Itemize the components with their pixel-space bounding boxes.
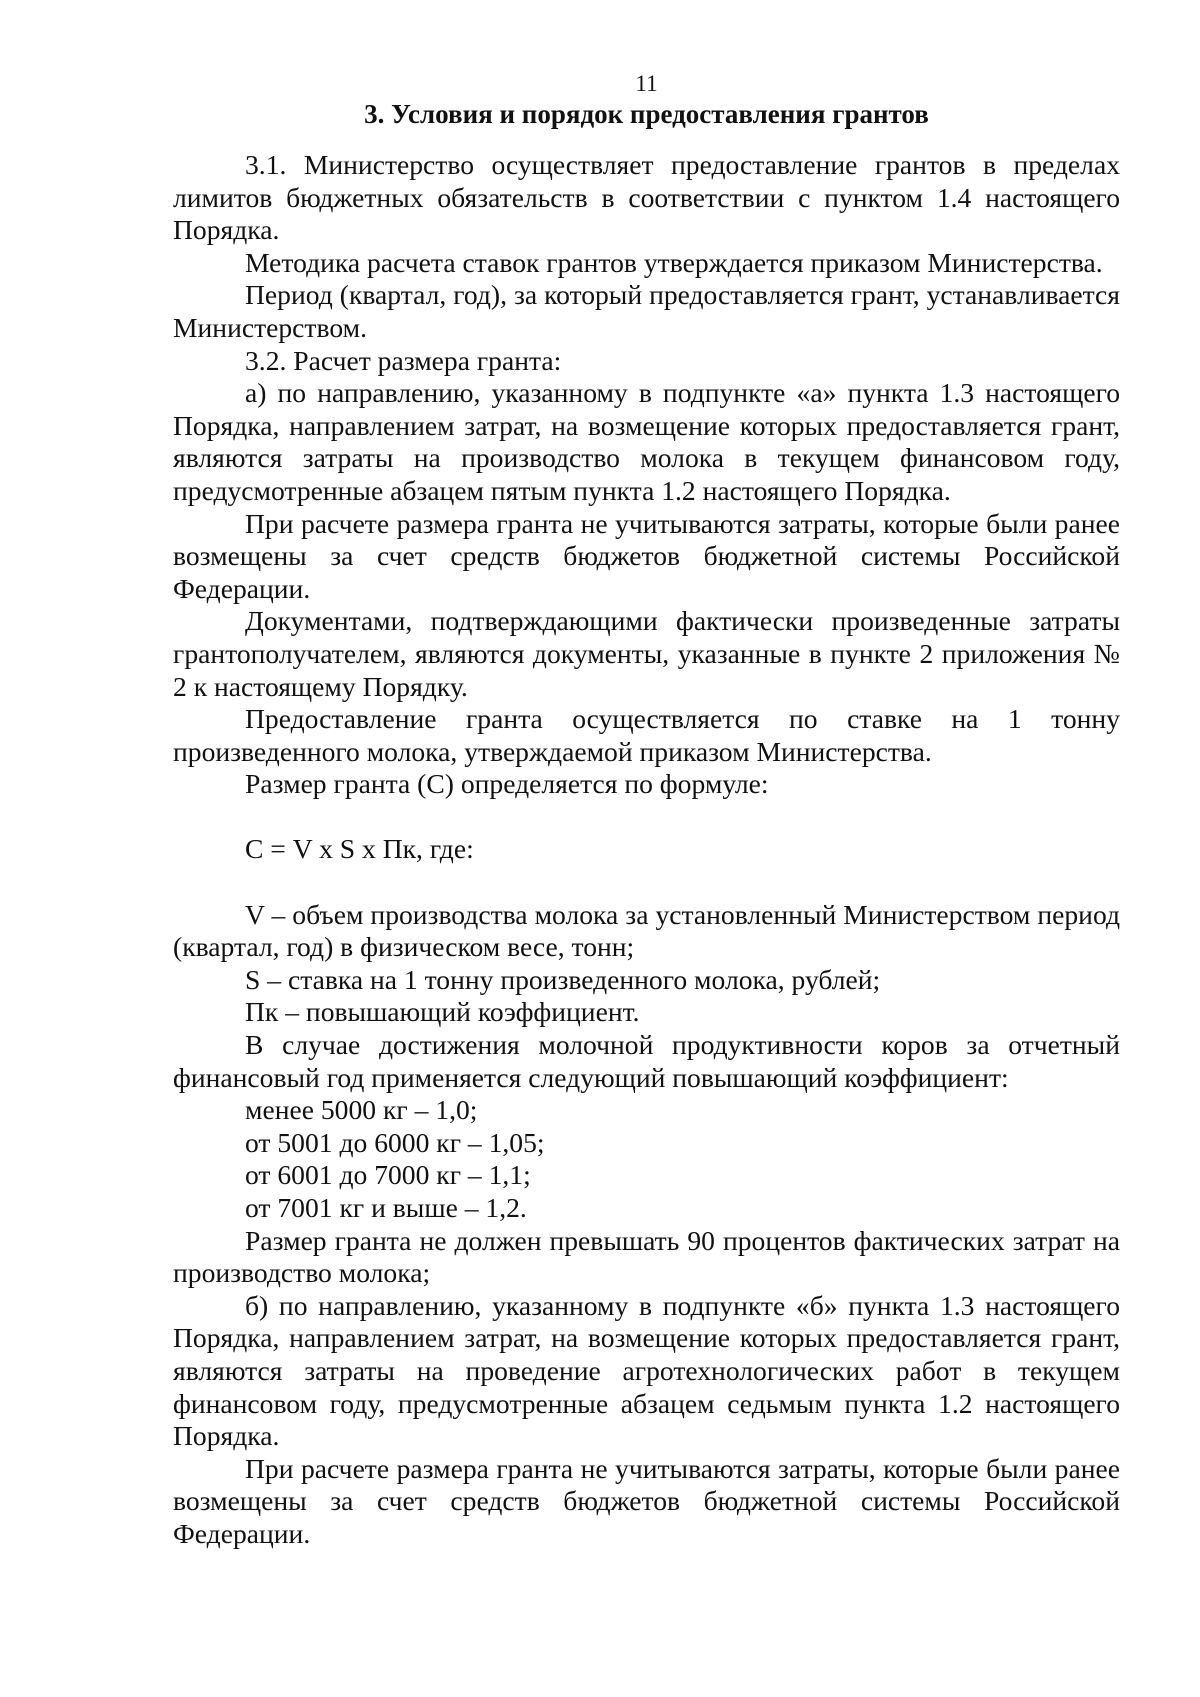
section-title: 3. Условия и порядок предоставления грантов xyxy=(364,99,929,129)
paragraph-documents: Документами, подтверждающими фактически произведенные затраты грантополучателем, являются документы, указанные в пункте 2 приложения № 2 к настоящему Порядку. xyxy=(173,605,1120,702)
paragraph-pk-definition: Пк – повышающий коэффициент. xyxy=(245,996,640,1028)
paragraph-formula-intro: Размер гранта (С) определяется по формуле: xyxy=(245,768,769,800)
paragraph-3-1: 3.1. Министерство осуществляет предоставление грантов в пределах лимитов бюджетных обязательств в соответствии с пунктом 1.4 настоящего Порядка. xyxy=(173,149,1120,246)
paragraph-not-counted-costs-a: При расчете размера гранта не учитываются затраты, которые были ранее возмещены за счет средств бюджетов бюджетной системы Российской Федерации. xyxy=(173,507,1120,604)
paragraph-grant-limit: Размер гранта не должен превышать 90 процентов фактических затрат на производство молока; xyxy=(173,1224,1120,1289)
paragraph-period: Период (квартал, год), за который предоставляется грант, устанавливается Министерством. xyxy=(173,279,1120,343)
grant-formula: С = V x S x Пк, где: xyxy=(245,833,474,865)
paragraph-rate: Предоставление гранта осуществляется по ставке на 1 тонну произведенного молока, утверждаемой приказом Министерства. xyxy=(173,703,1120,767)
coefficient-item: от 6001 до 7000 кг – 1,1; xyxy=(245,1159,531,1191)
paragraph-3-2: 3.2. Расчет размера гранта: xyxy=(245,344,562,376)
paragraph-v-definition: V – объем производства молока за установленный Министерством период (квартал, год) в физическом весе, тонн; xyxy=(173,898,1120,963)
paragraph-s-definition: S – ставка на 1 тонну произведенного молока, рублей; xyxy=(245,963,881,995)
paragraph-not-counted-costs-b: При расчете размера гранта не учитываются затраты, которые были ранее возмещены за счет средств бюджетов бюджетной системы Российской Федерации. xyxy=(173,1452,1120,1549)
coefficient-item: менее 5000 кг – 1,0; xyxy=(245,1094,478,1126)
paragraph-coefficient-intro: В случае достижения молочной продуктивности коров за отчетный финансовый год применяется следующий повышающий коэффициент: xyxy=(173,1029,1120,1093)
coefficient-item: от 5001 до 6000 кг – 1,05; xyxy=(245,1126,545,1158)
paragraph-methodology: Методика расчета ставок грантов утверждается приказом Министерства. xyxy=(245,246,1103,278)
page-number: 11 xyxy=(635,71,658,96)
paragraph-item-a: а) по направлению, указанному в подпункте «а» пункта 1.3 настоящего Порядка, направлением затрат, на возмещение которых предоставляется грант, являются затраты на производство молока в текущем финансовом году, предусмотренные абзацем пятым пункта 1.2 настоящего Порядка. xyxy=(173,377,1120,506)
coefficient-item: от 7001 кг и выше – 1,2. xyxy=(245,1192,527,1223)
paragraph-item-b: б) по направлению, указанному в подпункте «б» пункта 1.3 настоящего Порядка, направлением затрат, на возмещение которых предоставляется грант, являются затраты на проведение агротехнологических работ в текущем финансовом году, предусмотренные абзацем седьмым пункта 1.2 настоящего Порядка. xyxy=(173,1289,1120,1452)
document-page xyxy=(173,70,1120,1551)
